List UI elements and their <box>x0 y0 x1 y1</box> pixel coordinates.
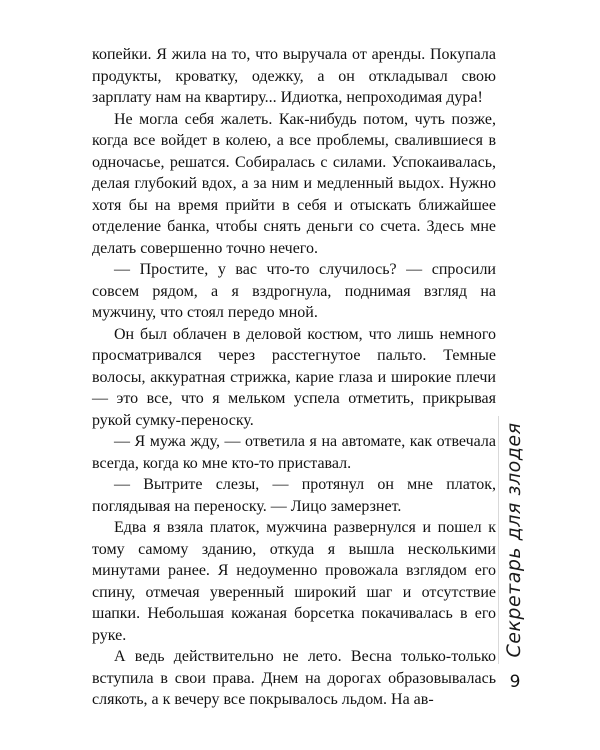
paragraph-7: Едва я взяла платок, мужчина развернулся и пошел к тому самому зданию, откуда я вышла несколькими минутами ранее. Я недоуменно провожала взглядом его спину, отмечая уверенный широкий шаг и отсутствие шапки. Небольшая кожаная борсетка покачивалась в его руке. <box>92 519 496 644</box>
paragraph-4: Он был облачен в деловой костюм, что лишь немного просматривался через расстегнутое пальто. Темные волосы, аккуратная стрижка, карие глаза и широкие плечи — это все, что я мельком успела отметить, прикрывая рукой сумку-переноску. <box>92 325 496 429</box>
paragraph-1: копейки. Я жила на то, что выручала от аренды. Покупала продукты, кроватку, одежку, а он откладывал свою зарплату нам на квартиру... Идиотка, непроходимая дура! <box>92 46 496 106</box>
paragraph-8: А ведь действительно не лето. Весна только-только вступила в свои права. Днем на дорогах образовывалась слякоть, а к вечеру все покрывалось льдом. На ав- <box>92 648 496 708</box>
paragraph-5: — Я мужа жду, — ответила я на автомате, как отвечала всегда, когда ко мне кто-то приставал. <box>92 433 496 472</box>
body-text <box>92 44 496 711</box>
paragraph-6: — Вытрите слезы, — протянул он мне платок, поглядывая на переноску. — Лицо замерзнет. <box>92 476 496 515</box>
running-title: Секретарь для злодея <box>503 422 525 658</box>
page-number: 9 <box>509 672 521 692</box>
paragraph-2: Не могла себя жалеть. Как-нибудь потом, чуть позже, когда все войдет в колею, а все проблемы, свалившиеся в одночасье, решатся. Собиралась с силами. Успокаивалась, делая глубокий вдох, а за ним и медленный выдох. Нужно хотя бы на время прийти в себя и отыскать ближайшее отделение банка, чтобы снять деньги со счета. Здесь мне делать совершенно точно нечего. <box>92 110 496 257</box>
paragraph-3: — Простите, у вас что-то случилось? — спросили совсем рядом, а я вздрогнула, поднимая взгляд на мужчину, что стоял передо мной. <box>92 261 496 321</box>
